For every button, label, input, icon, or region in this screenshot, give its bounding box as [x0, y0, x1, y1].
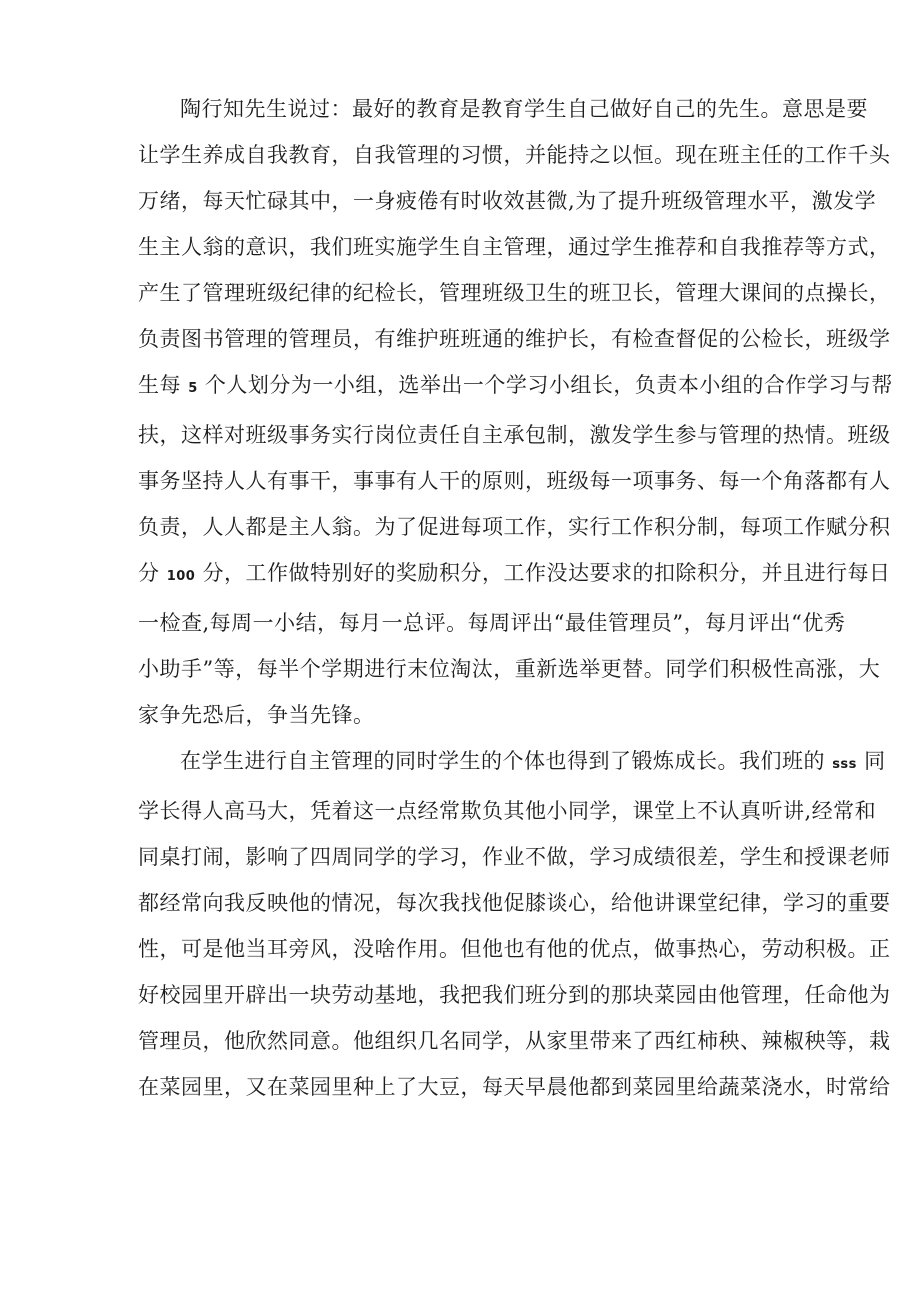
text-line: 在菜园里，又在菜园里种上了大豆，每天早晨他都到菜园里给蔬菜浇水，时常给 [138, 1075, 891, 1099]
text-line: 家争先恐后，争当先锋。 [138, 703, 375, 727]
text-line [138, 550, 891, 600]
paragraph-2 [138, 738, 891, 1110]
text-line: 负责，人人都是主人翁。为了促进每项工作，实行工作积分制，每项工作赋分积 [138, 515, 891, 539]
text-line: 小助手”等，每半个学期进行末位淘汰，重新选举更替。同学们积极性高涨，大 [138, 657, 881, 681]
text-line: 都经常向我反映他的情况，每次我找他促膝谈心，给他讲课堂纪律，学习的重要 [138, 891, 891, 915]
text-line: 让学生养成自我教育，自我管理的习惯，并能持之以恒。现在班主任的工作千头 [138, 143, 891, 167]
text-line: 学长得人高马大，凭着这一点经常欺负其他小同学，课堂上不认真听讲,经常和 [138, 799, 877, 823]
text-line: 好校园里开辟出一块劳动基地，我把我们班分到的那块菜园由他管理，任命他为 [138, 983, 891, 1007]
text-fragment: 分 [138, 561, 160, 585]
text-line: 性，可是他当耳旁风，没啥作用。但他也有他的优点，做事热心，劳动积极。正 [138, 937, 891, 961]
text-line: 陶行知先生说过：最好的教育是教育学生自己做好自己的先生。意思是要 [180, 97, 868, 121]
paragraph-1 [138, 86, 893, 738]
text-line: 负责图书管理的管理员，有维护班班通的维护长，有检查督促的公检长，班级学 [138, 327, 891, 351]
text-line: 万绪，每天忙碌其中，一身疲倦有时收效甚微,为了提升班级管理水平，激发学 [138, 189, 877, 213]
text-line: 生主人翁的意识，我们班实施学生自主管理，通过学生推荐和自我推荐等方式， [138, 235, 891, 259]
text-fragment: 生每 [138, 373, 181, 397]
text-line: 事务坚持人人有事干，事事有人干的原则，班级每一项事务、每一个角落都有人 [138, 469, 891, 493]
document-body [138, 86, 893, 1110]
text-line: 同桌打闹，影响了四周同学的学习，作业不做，学习成绩很差，学生和授课老师 [138, 845, 891, 869]
text-line [138, 362, 893, 412]
text-fragment: 分，工作做特别好的奖励积分，工作没达要求的扣除积分，并且进行每日 [202, 561, 891, 585]
text-line [138, 738, 886, 788]
number-value: 100 [166, 569, 196, 584]
text-line: 管理员，他欣然同意。他组织几名同学，从家里带来了西红柿秧、辣椒秧等，栽 [138, 1029, 891, 1053]
text-line: 扶，这样对班级事务实行岗位责任自主承包制，激发学生参与管理的热情。班级 [138, 423, 891, 447]
text-line: 产生了管理班级纪律的纪检长，管理班级卫生的班卫长，管理大课间的点操长， [138, 281, 891, 305]
text-fragment: 同 [864, 749, 886, 773]
text-fragment: 个人划分为一小组，选举出一个学习小组长，负责本小组的合作学习与帮 [204, 373, 893, 397]
number-value: 5 [188, 381, 198, 396]
text-line: 一检查,每周一小结，每月一总评。每周评出“最佳管理员”，每月评出“优秀 [138, 611, 846, 635]
text-fragment: 在学生进行自主管理的同时学生的个体也得到了锻炼成长。我们班的 [180, 749, 825, 773]
name-placeholder: sss [832, 757, 857, 772]
